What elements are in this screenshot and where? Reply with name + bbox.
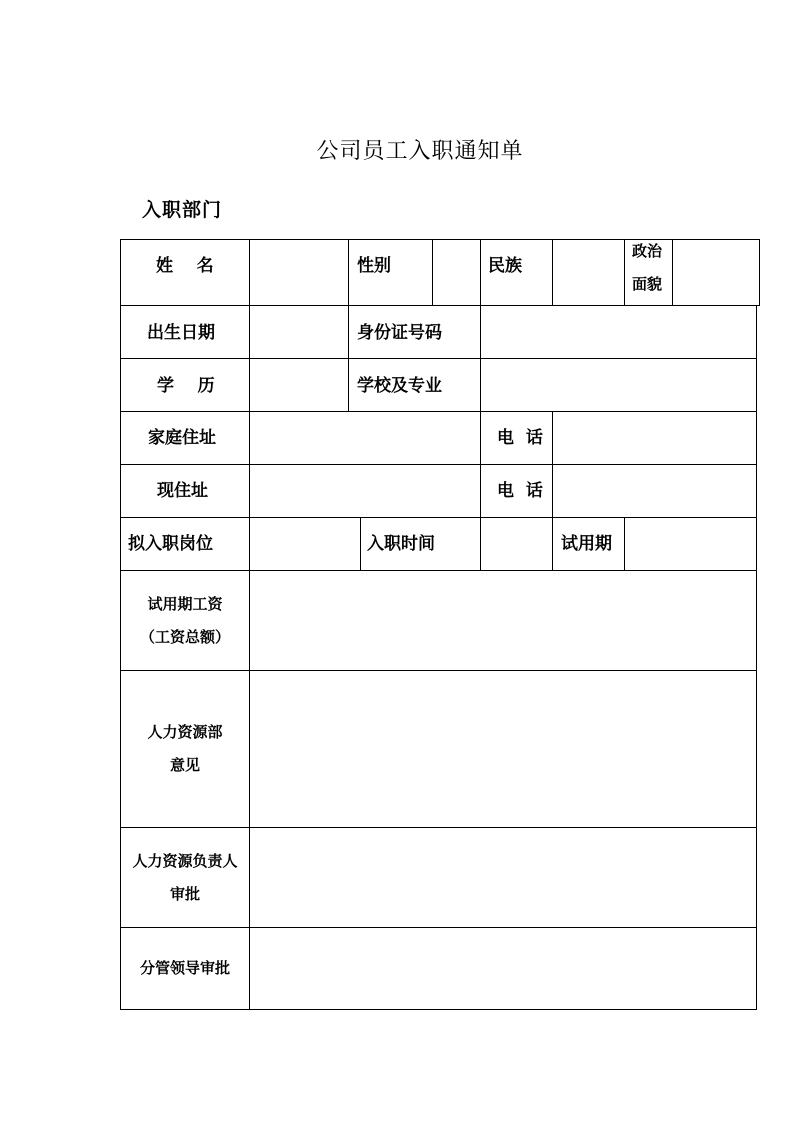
probation-label: 试用期 [561,534,612,554]
ethnicity-value-cell[interactable] [553,240,624,305]
school-major-value-cell[interactable] [481,359,756,411]
probation-value-cell[interactable] [625,518,756,570]
home-phone-label: 电 话 [497,428,543,448]
page-title: 公司员工入职通知单 [316,139,524,164]
department-label: 入职部门 [142,199,223,221]
start-date-label: 入职时间 [367,534,435,554]
cell-divider [348,239,349,306]
home-phone-value-cell[interactable] [553,412,756,464]
current-phone-value-cell[interactable] [553,465,756,517]
political-status-label [632,235,662,301]
id-number-value-cell[interactable] [481,306,756,358]
home-address-label: 家庭住址 [148,428,216,448]
position-label: 拟入职岗位 [128,534,213,554]
table-border-right [759,239,760,306]
hr-opinion-label-line1: 人力资源部 [147,723,223,741]
table-border-bottom [120,1009,757,1010]
political-status-label-line1: 政治 [632,242,663,260]
school-major-label: 学校及专业 [357,376,442,396]
current-phone-label: 电 话 [497,481,543,501]
cell-divider [480,239,481,306]
name-value-cell[interactable] [250,240,348,305]
ethnicity-label: 民族 [488,256,522,276]
probation-salary-value-cell[interactable] [250,571,756,670]
political-status-value-cell[interactable] [673,240,759,305]
current-address-value-cell[interactable] [250,465,480,517]
political-status-label-line2: 面貌 [632,275,663,293]
table-border-right [756,305,757,1010]
hr-head-approval-value-cell[interactable] [250,828,756,927]
leader-approval-label: 分管领导审批 [139,959,230,977]
id-number-label: 身份证号码 [357,323,442,343]
gender-label: 性别 [357,256,391,276]
hr-head-approval-label-line2: 审批 [169,884,200,903]
cell-divider [552,517,553,571]
hr-head-approval-label-line1: 人力资源负责人 [132,851,238,870]
cell-divider [624,239,625,306]
start-date-value-cell[interactable] [481,518,552,570]
current-address-label: 现住址 [157,481,208,501]
hr-opinion-label-line2: 意见 [169,756,200,774]
name-label: 姓 名 [156,256,214,276]
home-address-value-cell[interactable] [250,412,480,464]
education-value-cell[interactable] [250,359,348,411]
cell-divider [360,517,361,571]
position-value-cell[interactable] [250,518,360,570]
hr-opinion-label [121,671,249,827]
education-label: 学 历 [157,376,215,396]
hr-head-approval-label [121,828,249,927]
birthdate-label: 出生日期 [147,323,215,343]
probation-salary-label-line1: 试用期工资 [147,594,223,613]
probation-salary-label [121,571,249,670]
leader-approval-value-cell[interactable] [250,928,756,1009]
birthdate-value-cell[interactable] [250,306,348,358]
cell-divider [480,411,481,518]
hr-opinion-value-cell[interactable] [250,671,756,827]
gender-value-cell[interactable] [433,240,480,305]
cell-divider [348,305,349,412]
probation-salary-label-line2: （工资总额） [139,627,230,646]
